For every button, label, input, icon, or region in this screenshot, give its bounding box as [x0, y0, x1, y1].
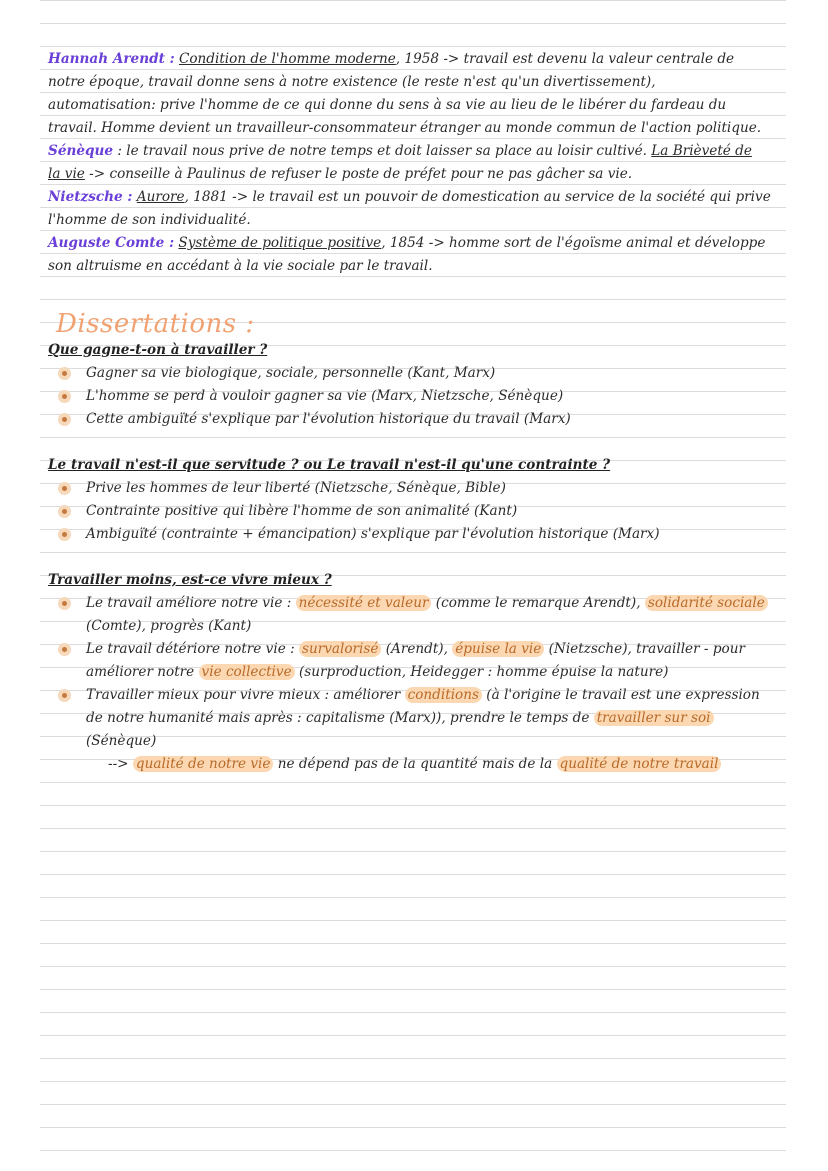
list-item: Gagner sa vie biologique, sociale, personnelle (Kant, Marx) [48, 362, 783, 385]
bullet-icon [58, 597, 71, 610]
work-title: La Brièveté de [651, 143, 752, 159]
section-heading: Dissertations : [56, 309, 255, 339]
seneque-entry: Sénèque : le travail nous prive de notre temps et doit laisser sa place au loisir cultivé. La Brièveté de la vie -> conseille à Paulinus de refuser le poste de préfet pour ne pas gâcher sa vie. [48, 143, 752, 182]
author-name: Hannah Arendt : [48, 51, 175, 67]
highlight: solidarité sociale [645, 595, 768, 611]
list-item: Le travail améliore notre vie : nécessité et valeur (comme le remarque Arendt), solidarité sociale (Comte), progrès (Kant) [48, 592, 783, 638]
bullet-icon [58, 367, 71, 380]
bullet-icon [58, 390, 71, 403]
bullet-icon [58, 528, 71, 541]
list-item: Le travail détériore notre vie : survalorisé (Arendt), épuise la vie (Nietzsche), travailler - pour améliorer notre vie collective (surproduction, Heidegger : homme épuise la nature) [48, 638, 783, 684]
dissertation-question: Que gagne-t-on à travailler ? [48, 342, 268, 358]
highlight: nécessité et valeur [296, 595, 432, 611]
bullet-list [48, 592, 783, 753]
list-item: Contrainte positive qui libère l'homme de son animalité (Kant) [48, 500, 783, 523]
highlight: survalorisé [299, 641, 381, 657]
bullet-list [48, 362, 783, 431]
highlight: travailler sur soi [594, 710, 714, 726]
bullet-icon [58, 482, 71, 495]
author-name: Auguste Comte : [48, 235, 175, 251]
work-title: Aurore [136, 189, 185, 205]
list-item: L'homme se perd à vouloir gagner sa vie (Marx, Nietzsche, Sénèque) [48, 385, 783, 408]
work-title: Condition de l'homme moderne [178, 51, 396, 67]
list-item: Ambiguïté (contrainte + émancipation) s'explique par l'évolution historique (Marx) [48, 523, 783, 546]
highlight: vie collective [199, 664, 295, 680]
work-title: Système de politique positive [178, 235, 382, 251]
highlight: épuise la vie [452, 641, 544, 657]
bullet-icon [58, 643, 71, 656]
list-item: Cette ambiguïté s'explique par l'évolution historique du travail (Marx) [48, 408, 783, 431]
author-name: Nietzsche : [48, 189, 133, 205]
arrow-icon: --> [108, 756, 133, 772]
list-item: Prive les hommes de leur liberté (Nietzsche, Sénèque, Bible) [48, 477, 783, 500]
dissertation-question: Travailler moins, est-ce vivre mieux ? [48, 572, 332, 588]
arendt-entry: Hannah Arendt : Condition de l'homme moderne, 1958 -> travail est devenu la valeur centrale de notre époque, travail donne sens à notre existence (le reste n'est qu'un divertissement), automatisation: prive l'homme de ce qui donne du sens à sa vie au lieu de le libérer du fardeau du travail. Homme devient un travailleur-consommateur étranger au monde commun de l'action politique. [48, 51, 762, 136]
bullet-icon [58, 505, 71, 518]
highlight: qualité de notre travail [557, 756, 722, 772]
conclusion-line: --> qualité de notre vie ne dépend pas de la quantité mais de la qualité de notre travail [48, 753, 783, 776]
author-name: Sénèque [48, 143, 114, 159]
bullet-icon [58, 413, 71, 426]
bullet-icon [58, 689, 71, 702]
list-item: Travailler mieux pour vivre mieux : améliorer conditions (à l'origine le travail est une expression de notre humanité mais après : capitalisme (Marx)), prendre le temps de travailler sur soi (Sénèque) [48, 684, 783, 753]
dissertation-question: Le travail n'est-il que servitude ? ou Le travail n'est-il qu'une contrainte ? [48, 457, 611, 473]
nietzsche-entry: Nietzsche : Aurore, 1881 -> le travail est un pouvoir de domestication au service de la société qui prive l'homme de son individualité. [48, 189, 771, 228]
highlight: qualité de notre vie [133, 756, 274, 772]
bullet-list [48, 477, 783, 546]
highlight: conditions [405, 687, 482, 703]
comte-entry: Auguste Comte : Système de politique positive, 1854 -> homme sort de l'égoïsme animal et développe son altruisme en accédant à la vie sociale par le travail. [48, 235, 766, 274]
notes-content [48, 48, 783, 776]
work-title: la vie [48, 166, 85, 182]
